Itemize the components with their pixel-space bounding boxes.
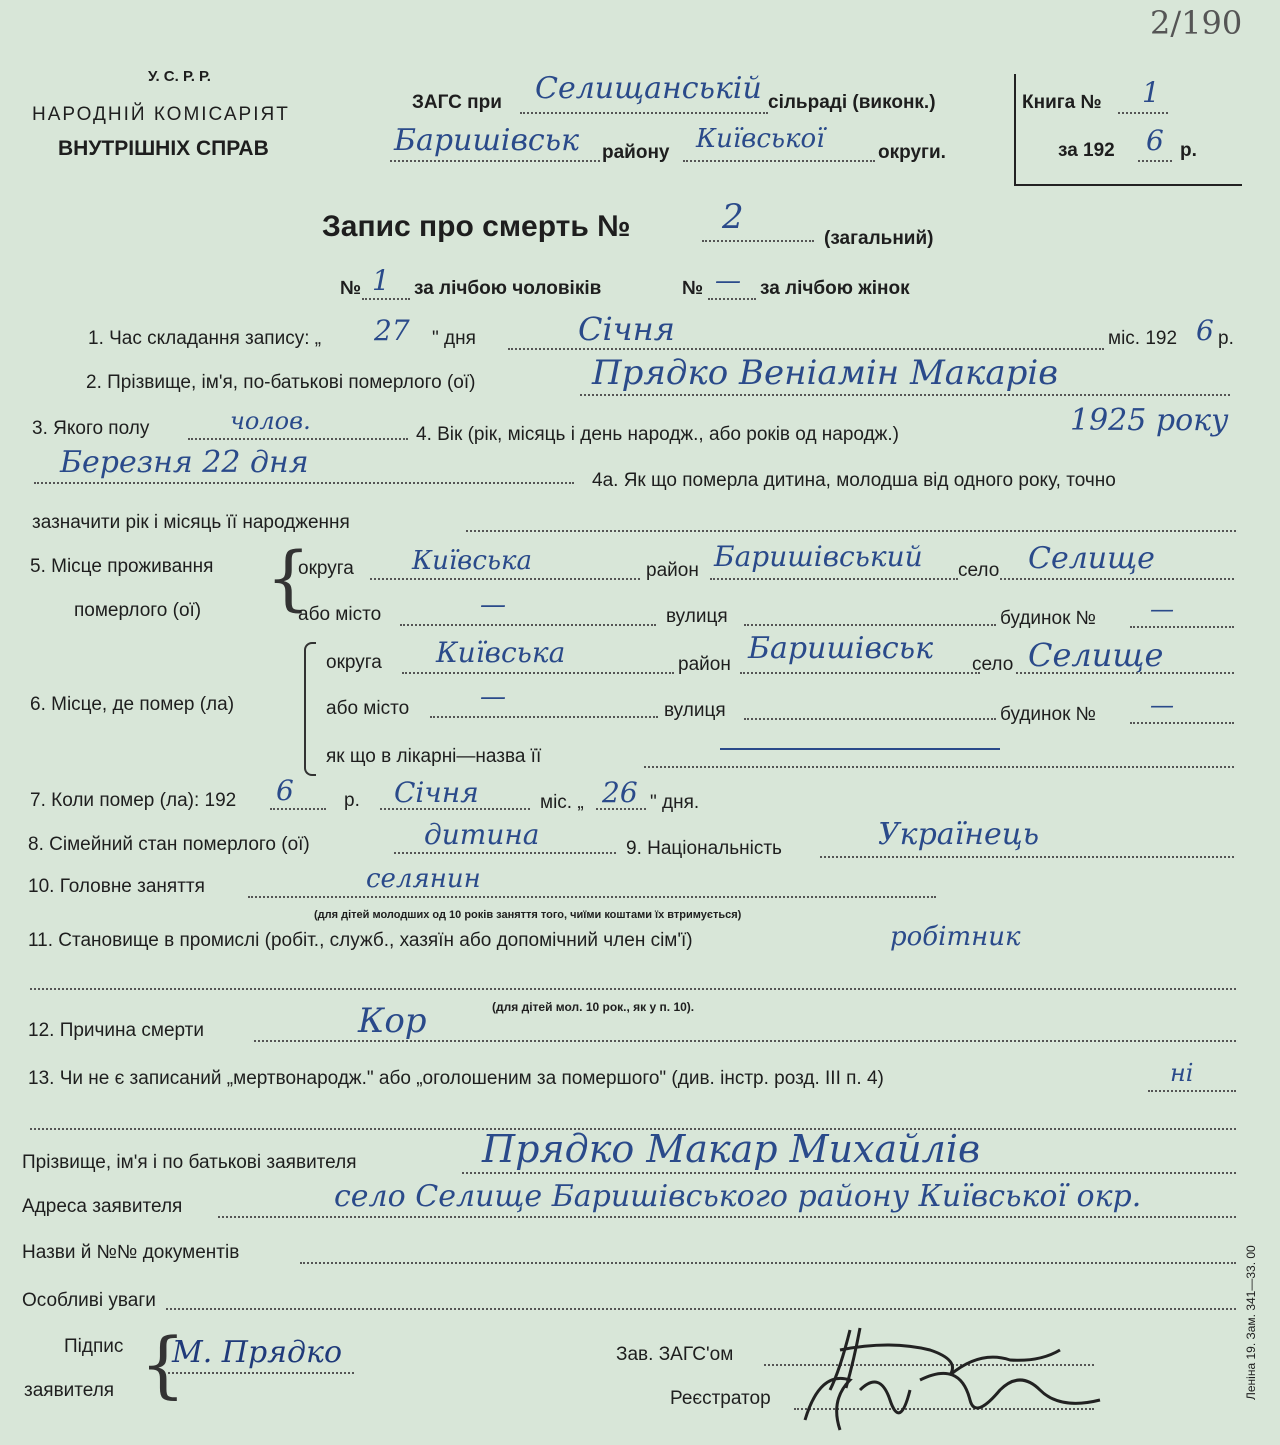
- f6-selo-value: Селище: [1028, 636, 1164, 674]
- book-value: 1: [1142, 76, 1160, 109]
- f6-label: 6. Місце, де помер (ла): [30, 694, 235, 715]
- male-value: 1: [372, 264, 390, 297]
- f6-okruha: округа: [326, 652, 382, 673]
- record-title: Запис про смерть №: [322, 210, 631, 243]
- f11-note: (для дітей мол. 10 рок., як у п. 10).: [492, 1000, 695, 1014]
- f11-label: 11. Становище в промислі (робіт., служб., хазяїн або допомічний член сім'ї): [28, 930, 693, 951]
- male-label: за лічбою чоловіків: [414, 278, 602, 299]
- applicant-sign-value: М. Прядко: [172, 1335, 343, 1370]
- f7-month: Січня: [394, 776, 479, 809]
- f11-value: робітник: [890, 922, 1021, 952]
- f5-bud-value: —: [1150, 595, 1174, 623]
- applicant-notes-label: Особливі уваги: [22, 1290, 156, 1311]
- f5-selo: село: [958, 560, 1000, 581]
- ministry-line1: НАРОДНІЙ КОМІСАРІЯТ: [32, 104, 290, 125]
- f1-r: р.: [1218, 328, 1234, 349]
- year-value: 6: [1146, 124, 1164, 157]
- f6-vul: вулиця: [664, 700, 726, 721]
- applicant-address-value: село Селище Баришівського району Київської окр.: [334, 1179, 1142, 1214]
- head-zags-label: Зав. ЗАГС'ом: [616, 1344, 734, 1365]
- f5-misto: або місто: [298, 604, 382, 625]
- f5-okruha: округа: [298, 558, 354, 579]
- female-label: за лічбою жінок: [760, 278, 910, 299]
- book-box: [1014, 74, 1242, 186]
- f6-misto: або місто: [326, 698, 410, 719]
- female-value: —: [715, 266, 741, 296]
- f6-selo: село: [972, 654, 1014, 675]
- record-number: 2: [722, 197, 744, 237]
- f10-value: селянин: [366, 864, 481, 894]
- f6-raion: район: [678, 654, 731, 675]
- f4-value2: Березня 22 дня: [60, 445, 309, 480]
- sign-brace: {: [140, 1322, 186, 1406]
- book-label: Книга №: [1022, 92, 1102, 113]
- applicant-docs-label: Назви й №№ документів: [22, 1242, 240, 1263]
- applicant-name-value: Прядко Макар Михайлів: [482, 1127, 981, 1171]
- f8-value: дитина: [424, 818, 540, 851]
- f5-selo-value: Селище: [1028, 541, 1155, 576]
- f6-misto-value: —: [480, 682, 506, 712]
- f7-dnia: " дня.: [650, 792, 700, 813]
- female-no: №: [682, 278, 704, 299]
- year-label: за 192: [1058, 140, 1115, 161]
- f5-raion: район: [646, 560, 699, 581]
- f1-month: Січня: [578, 310, 675, 348]
- applicant-address-label: Адреса заявителя: [22, 1196, 183, 1217]
- f5-label2: померлого (ої): [74, 600, 202, 621]
- f5-label1: 5. Місце проживання: [30, 556, 214, 577]
- zags-council-value: Селищанській: [535, 71, 762, 106]
- f4-value1: 1925 року: [1070, 403, 1229, 438]
- applicant-name-label: Прізвище, ім'я і по батькові заявителя: [22, 1152, 357, 1173]
- f5-bud: будинок №: [1000, 608, 1097, 629]
- applicant-sign-label2: заявителя: [24, 1380, 115, 1401]
- f5-okruha-value: Київська: [412, 546, 533, 576]
- f10-label: 10. Головне заняття: [28, 876, 205, 897]
- registrar-label: Реєстратор: [670, 1388, 771, 1409]
- f6-likarnia-dash: [720, 748, 1000, 750]
- f1-label: 1. Час складання запису: „: [88, 328, 322, 349]
- year-suffix: р.: [1180, 140, 1197, 161]
- f1-mid: " дня: [432, 328, 476, 349]
- district-label: району: [602, 142, 670, 163]
- f6-bud-value: —: [1150, 691, 1174, 719]
- f12-value: Кор: [358, 1001, 427, 1041]
- f6-okruha-value: Київська: [436, 636, 566, 669]
- f7-r: р.: [344, 790, 360, 811]
- f13-value: ні: [1170, 1059, 1194, 1087]
- zags-suffix: сільраді (виконк.): [768, 92, 936, 113]
- f7-mis: міс. „: [540, 792, 584, 813]
- f4-label: 4. Вік (рік, місяць і день народж., або років од народж.): [416, 424, 899, 445]
- f13-label: 13. Чи не є записаний „мертвонародж." або „оголошеним за помершого" (див. інстр. розд. III п. 4): [28, 1068, 884, 1089]
- f6-bracket: [304, 642, 316, 776]
- f10-note: (для дітей молодших од 10 років заняття того, чиїми коштами їх втримується): [314, 909, 742, 921]
- f12-label: 12. Причина смерти: [28, 1020, 204, 1041]
- male-no: №: [340, 278, 362, 299]
- f1-day: 27: [374, 314, 410, 347]
- f7-label: 7. Коли помер (ла): 192: [30, 790, 237, 811]
- side-print: Леніна 19. Зам. 341—33. 00: [1244, 1245, 1258, 1400]
- f6-likarnia: як що в лікарні—назва її: [326, 746, 542, 767]
- f5-vul: вулиця: [666, 606, 728, 627]
- f5-brace: {: [266, 537, 311, 619]
- f5-misto-value: —: [480, 590, 506, 620]
- okruha-value: Київської: [696, 124, 825, 154]
- district-value: Баришівськ: [394, 123, 579, 158]
- f6-raion-value: Баришівськ: [748, 631, 933, 666]
- f7-year: 6: [276, 774, 294, 807]
- f5-raion-value: Баришівський: [714, 540, 923, 573]
- f8-label: 8. Сімейний стан померлого (ої): [28, 834, 310, 855]
- f1-year: 6: [1196, 314, 1214, 347]
- registrar-signature: [800, 1360, 1120, 1440]
- applicant-sign-label1: Підпис: [64, 1336, 124, 1357]
- f9-value: Українець: [878, 817, 1040, 852]
- f4a-label: 4а. Як що померла дитина, молодша від одного року, точно: [592, 470, 1116, 491]
- f3-label: 3. Якого полу: [32, 418, 150, 439]
- okruha-label: округи.: [878, 142, 946, 163]
- f9-label: 9. Національність: [626, 838, 782, 859]
- f3-value: чолов.: [230, 407, 311, 435]
- f2-label: 2. Прізвище, ім'я, по-батькові померлого (ої): [86, 372, 476, 393]
- zags-prefix: ЗАГС при: [412, 92, 502, 113]
- f7-day: 26: [602, 776, 638, 809]
- f1-end: міс. 192: [1108, 328, 1178, 349]
- f6-bud: будинок №: [1000, 704, 1097, 725]
- f2-value: Прядко Веніамін Макарів: [592, 353, 1059, 393]
- f4a-label2: зазначити рік і місяць її народження: [32, 512, 350, 533]
- page-number: 2/190: [1150, 4, 1243, 42]
- ministry-line2: ВНУТРІШНІХ СПРАВ: [58, 137, 269, 160]
- republic-label: У. С. Р. Р.: [148, 68, 211, 85]
- record-general: (загальний): [824, 228, 934, 249]
